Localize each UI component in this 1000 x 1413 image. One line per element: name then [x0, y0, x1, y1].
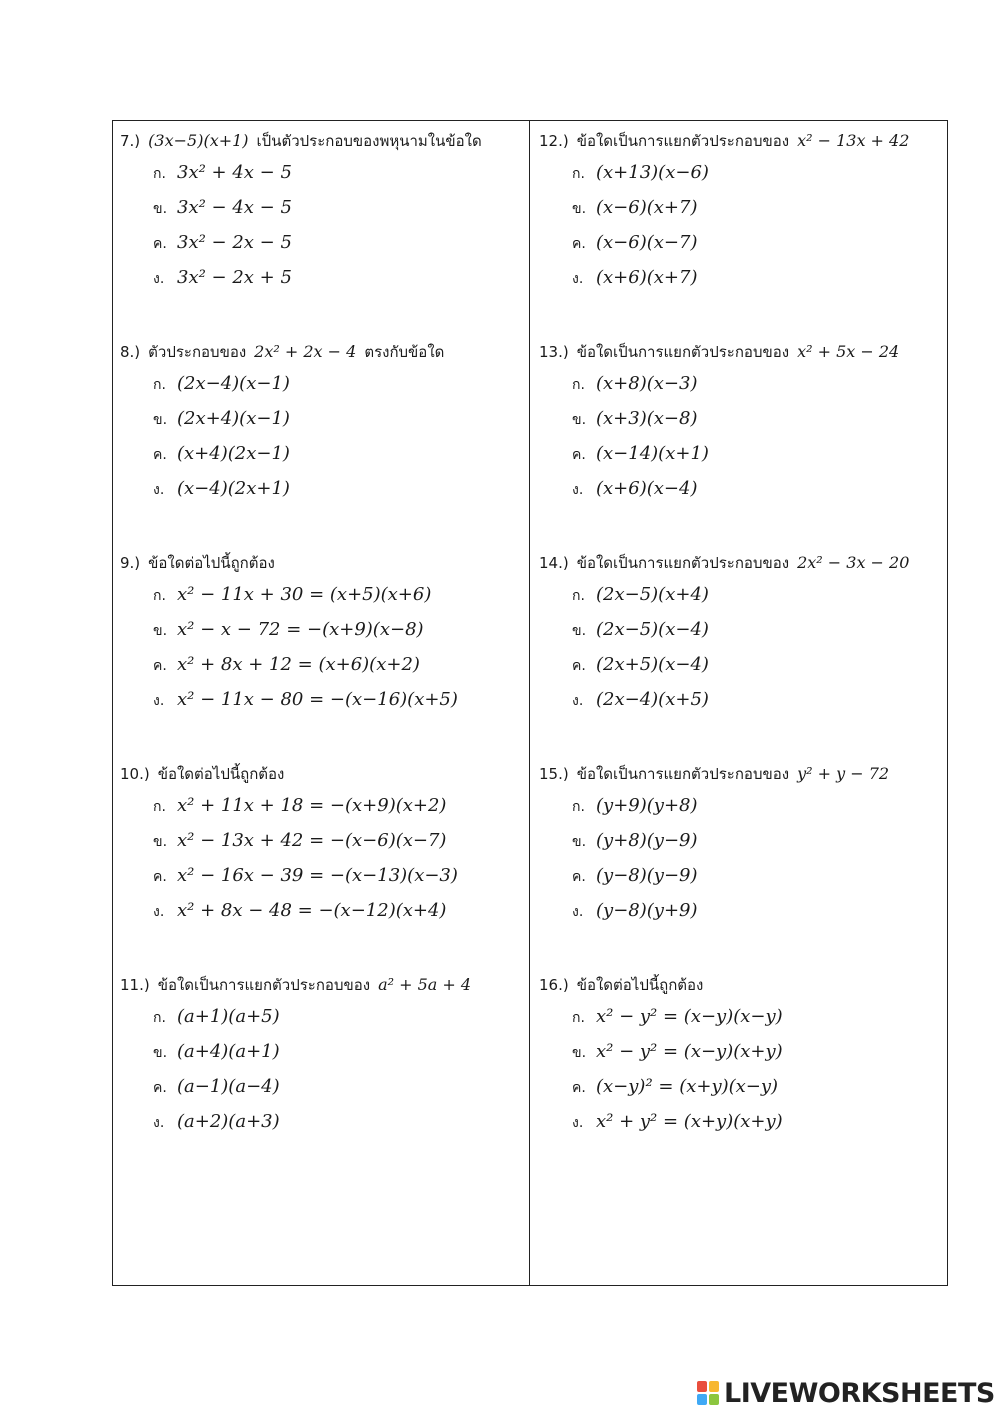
- option-expression: (x+6)(x+7): [596, 267, 698, 288]
- answer-option[interactable]: [572, 407, 697, 432]
- answer-option[interactable]: [153, 407, 290, 432]
- question-expression: x² − 13x + 42: [797, 131, 910, 150]
- option-expression: (2x+5)(x−4): [596, 654, 709, 675]
- option-expression: (y+8)(y−9): [596, 830, 698, 851]
- question-text-suffix: ตรงกับข้อใด: [364, 343, 445, 361]
- option-label: ง.: [572, 1115, 584, 1131]
- option-label: ก.: [153, 588, 166, 604]
- question-text: ตัวประกอบของ: [148, 343, 247, 361]
- answer-option[interactable]: [572, 196, 697, 221]
- answer-option[interactable]: [153, 864, 458, 889]
- option-expression: 3x² − 2x + 5: [177, 267, 292, 288]
- option-label: ข.: [153, 412, 168, 428]
- answer-option[interactable]: [572, 1040, 783, 1065]
- option-expression: 3x² − 4x − 5: [177, 197, 292, 218]
- answer-option[interactable]: [153, 1005, 280, 1030]
- question-stem: [120, 973, 471, 997]
- option-expression: (x−14)(x+1): [596, 443, 709, 464]
- option-label: ก.: [572, 588, 585, 604]
- answer-option[interactable]: [572, 618, 709, 643]
- question-expression: x² + 5x − 24: [797, 342, 900, 361]
- answer-option[interactable]: [153, 583, 431, 608]
- option-label: ง.: [153, 271, 165, 287]
- answer-option[interactable]: [572, 442, 709, 467]
- question-number: 14.): [539, 554, 569, 572]
- question-stem: [539, 129, 909, 153]
- option-expression: (2x−4)(x+5): [596, 689, 709, 710]
- question-text: ข้อใดต่อไปนี้ถูกต้อง: [148, 554, 275, 572]
- option-label: ก.: [153, 377, 166, 393]
- option-label: ง.: [153, 904, 165, 920]
- option-label: ง.: [572, 271, 584, 287]
- question-stem: [539, 762, 889, 786]
- option-label: ก.: [572, 799, 585, 815]
- question-text-suffix: เป็นตัวประกอบของพหุนามในข้อใด: [256, 132, 482, 150]
- option-label: ข.: [153, 623, 168, 639]
- option-expression: (a+4)(a+1): [177, 1041, 280, 1062]
- option-label: ข.: [153, 201, 168, 217]
- option-expression: (2x−4)(x−1): [177, 373, 290, 394]
- answer-option[interactable]: [572, 899, 698, 924]
- option-label: ก.: [572, 377, 585, 393]
- question-number: 15.): [539, 765, 569, 783]
- question-number: 10.): [120, 765, 150, 783]
- option-label: ค.: [153, 869, 167, 885]
- question-expression: a² + 5a + 4: [378, 975, 472, 994]
- option-expression: (x−6)(x−7): [596, 232, 698, 253]
- answer-option[interactable]: [153, 231, 292, 256]
- answer-option[interactable]: [572, 266, 697, 291]
- answer-option[interactable]: [153, 477, 290, 502]
- question-number: 7.): [120, 132, 141, 150]
- option-label: ง.: [572, 904, 584, 920]
- question-text: ข้อใดต่อไปนี้ถูกต้อง: [576, 976, 704, 994]
- answer-option[interactable]: [572, 864, 698, 889]
- option-expression: x² + 11x + 18 = −(x+9)(x+2): [177, 795, 447, 816]
- answer-option[interactable]: [153, 794, 446, 819]
- logo-square-blue: [697, 1394, 707, 1405]
- answer-option[interactable]: [572, 688, 709, 713]
- question-stem: [539, 973, 703, 997]
- question-stem: [120, 340, 444, 364]
- option-expression: 3x² − 2x − 5: [177, 232, 292, 253]
- question-number: 9.): [120, 554, 141, 572]
- option-expression: x² + y² = (x+y)(x+y): [596, 1111, 783, 1132]
- question-number: 8.): [120, 343, 141, 361]
- option-label: ค.: [153, 658, 167, 674]
- option-label: ข.: [153, 1045, 168, 1061]
- answer-option[interactable]: [572, 372, 697, 397]
- logo-square-green: [709, 1394, 719, 1405]
- liveworksheets-logo[interactable]: [697, 1378, 995, 1412]
- option-expression: x² + 8x − 48 = −(x−12)(x+4): [177, 900, 447, 921]
- option-expression: x² − y² = (x−y)(x−y): [596, 1006, 783, 1027]
- logo-square-yellow: [709, 1381, 719, 1392]
- option-expression: (y−8)(y−9): [596, 865, 698, 886]
- answer-option[interactable]: [572, 583, 709, 608]
- option-label: ก.: [572, 166, 585, 182]
- answer-option[interactable]: [572, 231, 697, 256]
- option-expression: x² − x − 72 = −(x+9)(x−8): [177, 619, 424, 640]
- answer-option[interactable]: [572, 829, 698, 854]
- answer-option[interactable]: [153, 653, 420, 678]
- answer-option[interactable]: [153, 372, 290, 397]
- option-expression: (a−1)(a−4): [177, 1076, 280, 1097]
- option-label: ค.: [572, 447, 586, 463]
- option-label: ง.: [572, 482, 584, 498]
- option-expression: (x+4)(2x−1): [177, 443, 290, 464]
- question-text: ข้อใดเป็นการแยกตัวประกอบของ: [576, 554, 790, 572]
- answer-option[interactable]: [572, 1005, 783, 1030]
- option-expression: (x+8)(x−3): [596, 373, 698, 394]
- answer-option[interactable]: [153, 1040, 280, 1065]
- option-label: ข.: [572, 201, 587, 217]
- question-expression: y² + y − 72: [797, 764, 890, 783]
- answer-option[interactable]: [572, 653, 709, 678]
- option-expression: x² − 11x + 30 = (x+5)(x+6): [177, 584, 432, 605]
- option-expression: (y−8)(y+9): [596, 900, 698, 921]
- option-label: ค.: [572, 1080, 586, 1096]
- option-expression: (x+3)(x−8): [596, 408, 698, 429]
- option-expression: x² − y² = (x−y)(x+y): [596, 1041, 783, 1062]
- column-divider: [529, 120, 530, 1286]
- question-text: ข้อใดเป็นการแยกตัวประกอบของ: [157, 976, 371, 994]
- option-label: ก.: [153, 1010, 166, 1026]
- option-label: ข.: [153, 834, 168, 850]
- option-label: ง.: [572, 693, 584, 709]
- answer-option[interactable]: [153, 196, 292, 221]
- question-number: 13.): [539, 343, 569, 361]
- option-label: ค.: [153, 236, 167, 252]
- question-text: ข้อใดเป็นการแยกตัวประกอบของ: [576, 765, 790, 783]
- answer-option[interactable]: [572, 1075, 778, 1100]
- option-expression: x² − 11x − 80 = −(x−16)(x+5): [177, 689, 458, 710]
- question-expression: (3x−5)(x+1): [148, 131, 249, 150]
- answer-option[interactable]: [572, 1110, 783, 1135]
- question-expression: 2x² + 2x − 4: [254, 342, 357, 361]
- option-label: ง.: [153, 693, 165, 709]
- question-stem: [120, 762, 284, 786]
- option-expression: (a+2)(a+3): [177, 1111, 280, 1132]
- answer-option[interactable]: [153, 1110, 280, 1135]
- question-stem: [539, 340, 899, 364]
- answer-option[interactable]: [153, 899, 446, 924]
- option-expression: (y+9)(y+8): [596, 795, 698, 816]
- option-expression: (x−6)(x+7): [596, 197, 698, 218]
- option-label: ง.: [153, 482, 165, 498]
- question-number: 11.): [120, 976, 150, 994]
- option-expression: (x+13)(x−6): [596, 162, 709, 183]
- answer-option[interactable]: [153, 442, 290, 467]
- option-label: ค.: [572, 658, 586, 674]
- option-label: ค.: [572, 869, 586, 885]
- option-expression: (2x−5)(x+4): [596, 584, 709, 605]
- option-expression: x² − 13x + 42 = −(x−6)(x−7): [177, 830, 447, 851]
- option-label: ก.: [153, 166, 166, 182]
- answer-option[interactable]: [153, 618, 424, 643]
- question-text: ข้อใดเป็นการแยกตัวประกอบของ: [576, 132, 790, 150]
- question-text: ข้อใดต่อไปนี้ถูกต้อง: [157, 765, 285, 783]
- answer-option[interactable]: [153, 829, 446, 854]
- logo-square-red: [697, 1381, 707, 1392]
- option-label: ค.: [153, 1080, 167, 1096]
- option-label: ข.: [572, 1045, 587, 1061]
- answer-option[interactable]: [572, 477, 697, 502]
- question-stem: [120, 129, 482, 153]
- question-number: 12.): [539, 132, 569, 150]
- logo-mark-icon: [697, 1381, 721, 1407]
- option-expression: (2x+4)(x−1): [177, 408, 290, 429]
- answer-option[interactable]: [153, 266, 292, 291]
- option-label: ข.: [572, 623, 587, 639]
- answer-option[interactable]: [153, 161, 292, 186]
- question-text: ข้อใดเป็นการแยกตัวประกอบของ: [576, 343, 790, 361]
- answer-option[interactable]: [572, 794, 698, 819]
- option-expression: (x−y)² = (x+y)(x−y): [596, 1076, 779, 1097]
- option-label: ง.: [153, 1115, 165, 1131]
- question-expression: 2x² − 3x − 20: [797, 553, 910, 572]
- option-label: ก.: [572, 1010, 585, 1026]
- option-expression: (a+1)(a+5): [177, 1006, 280, 1027]
- answer-option[interactable]: [153, 1075, 280, 1100]
- option-label: ค.: [572, 236, 586, 252]
- option-expression: (x−4)(2x+1): [177, 478, 290, 499]
- question-stem: [120, 551, 275, 575]
- option-expression: x² + 8x + 12 = (x+6)(x+2): [177, 654, 420, 675]
- option-label: ข.: [572, 834, 587, 850]
- option-expression: (x+6)(x−4): [596, 478, 698, 499]
- option-label: ก.: [153, 799, 166, 815]
- option-expression: (2x−5)(x−4): [596, 619, 709, 640]
- option-label: ข.: [572, 412, 587, 428]
- option-label: ค.: [153, 447, 167, 463]
- option-expression: 3x² + 4x − 5: [177, 162, 292, 183]
- question-stem: [539, 551, 909, 575]
- logo-text: LIVEWORKSHEETS: [724, 1378, 995, 1409]
- question-number: 16.): [539, 976, 569, 994]
- answer-option[interactable]: [572, 161, 709, 186]
- option-expression: x² − 16x − 39 = −(x−13)(x−3): [177, 865, 458, 886]
- answer-option[interactable]: [153, 688, 458, 713]
